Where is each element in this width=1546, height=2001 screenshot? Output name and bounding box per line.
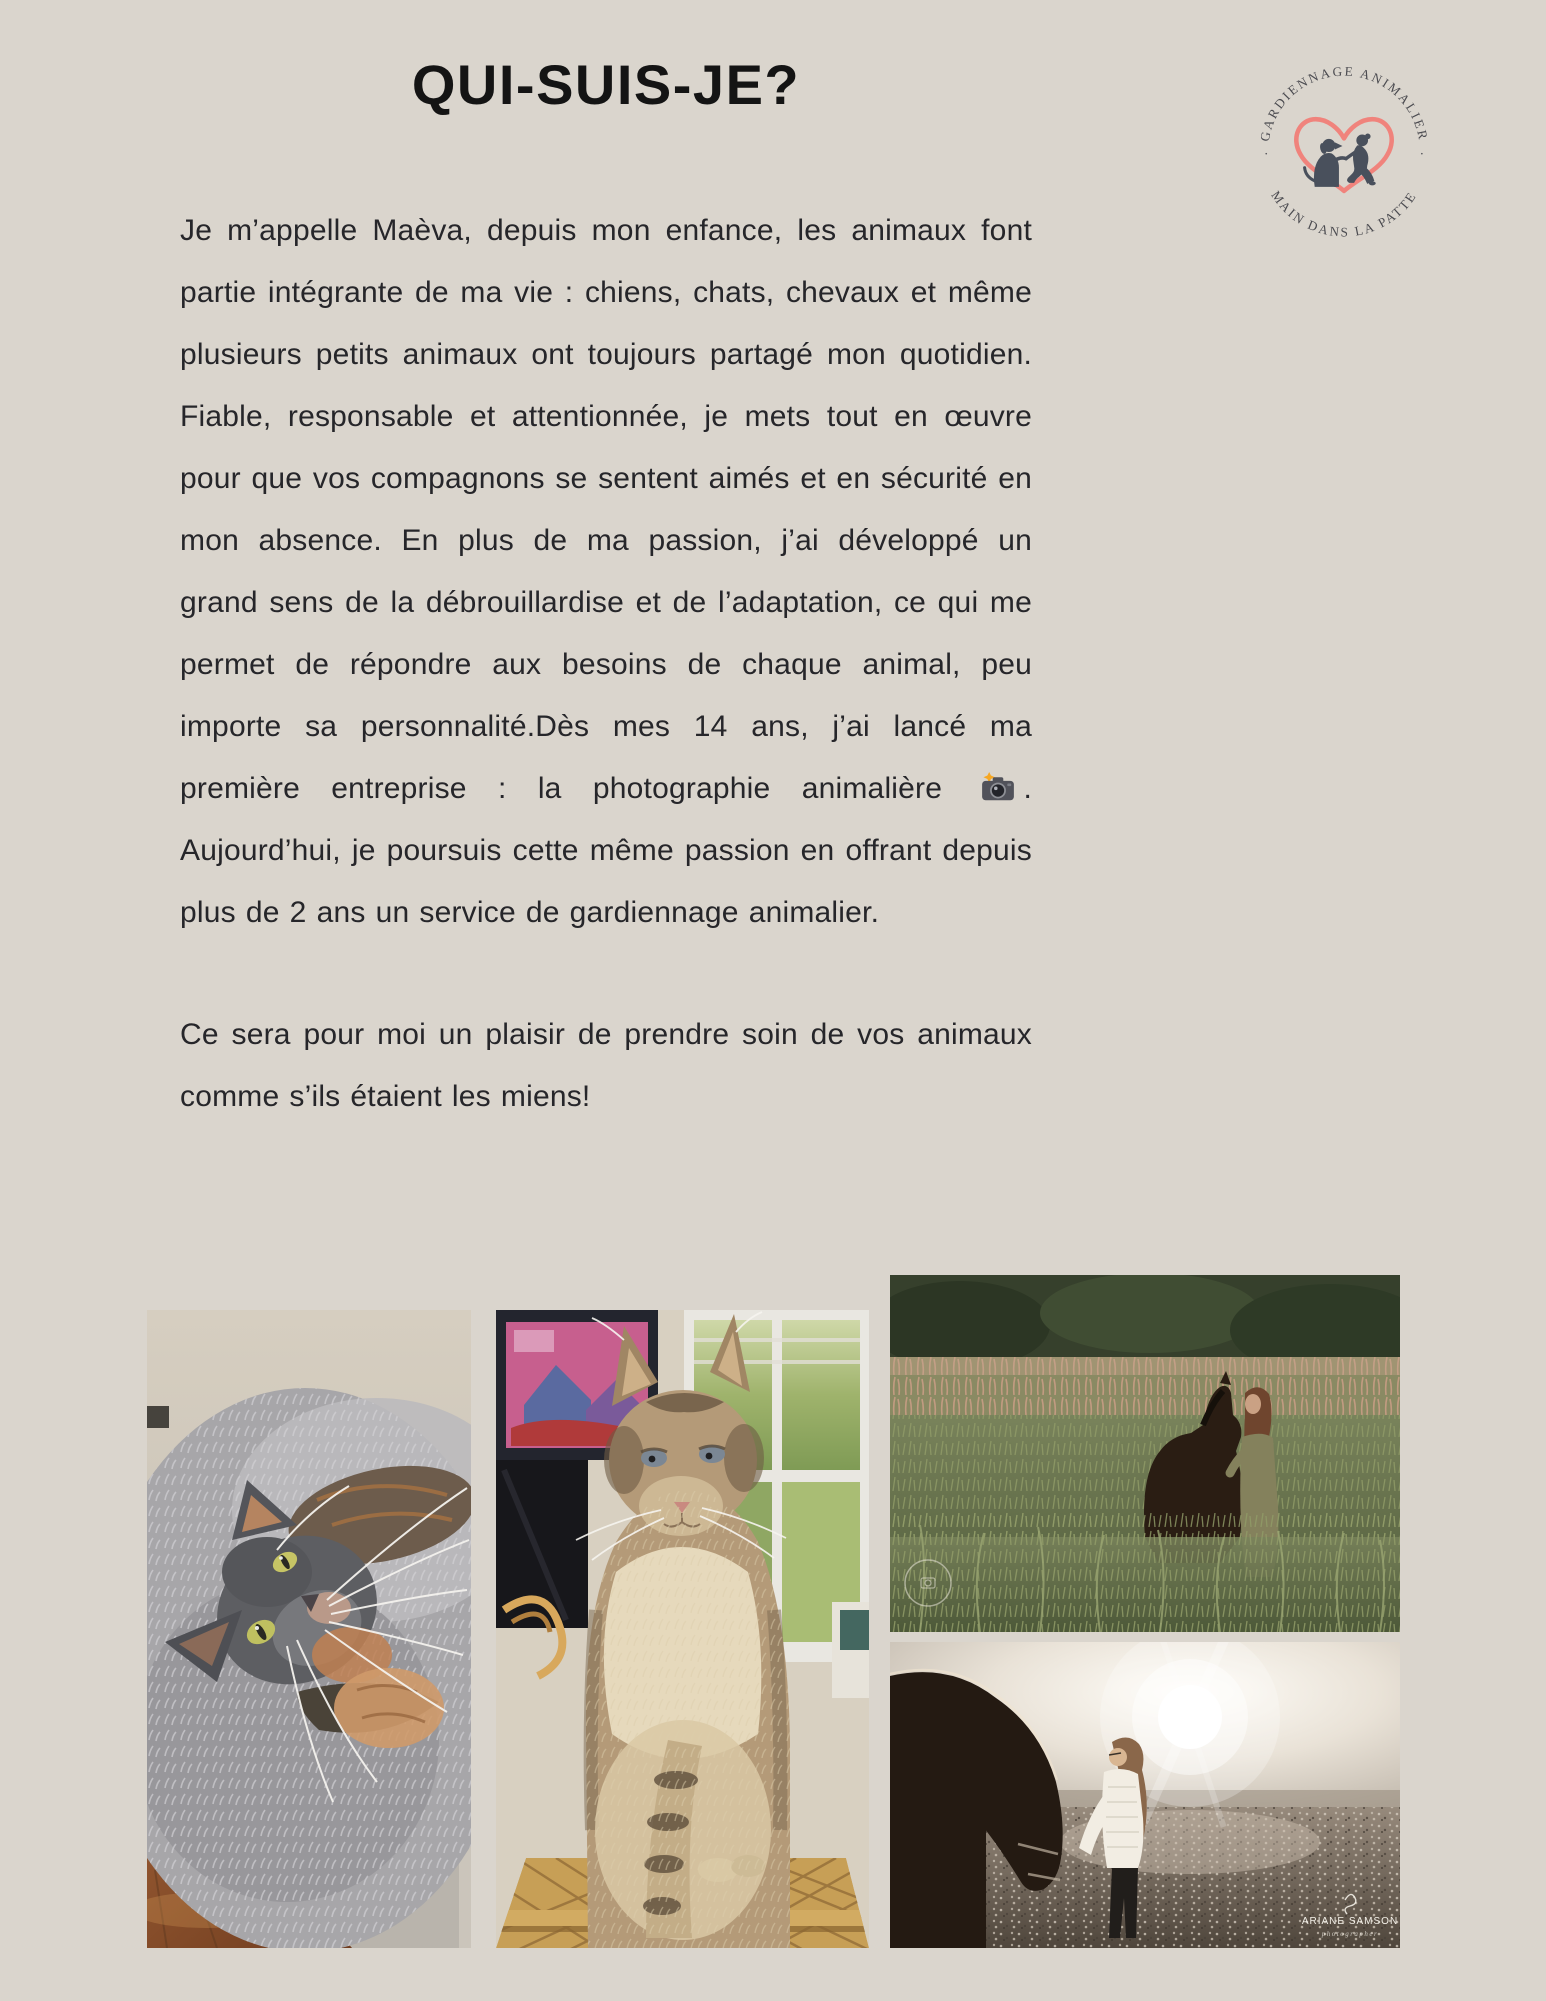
- photo-woman-horse-field: [890, 1275, 1400, 1632]
- logo-arc-top-text: GARDIENNAGE ANIMALIER: [1256, 63, 1432, 143]
- bio-text-part1: Je m’appelle Maèva, depuis mon enfance, les animaux font partie intégrante de ma vie : chiens, chats, chevaux et même plusieurs petits animaux ont toujours partagé mon quotidien. Fiable, responsable et attentionnée, je mets tout en œuvre pour que vos compagnons se sentent aimés et en sécurité en mon absence. En plus de ma passion, j’ai développé un grand sens de la débrouillardise et de l’adaptation, ce qui me permet de répondre aux besoins de chaque animal, peu importe sa personnalité.Dès mes 14 ans, j’ai lancé ma première entreprise : la photographie animalière: [180, 214, 1032, 805]
- bio-text-block: [180, 200, 1032, 1128]
- page-title: QUI-SUIS-JE?: [411, 53, 801, 116]
- photo-woman-horse-beach: [890, 1642, 1400, 1948]
- bio-paragraph-2: Ce sera pour moi un plaisir de prendre soin de vos animaux comme s’ils étaient les miens!: [180, 1018, 1032, 1113]
- logo-left-dot: ·: [1263, 146, 1269, 163]
- watermark-role: photographer: [1321, 1930, 1379, 1938]
- dog-silhouette-icon: [1305, 139, 1346, 187]
- logo-right-dot: ·: [1419, 146, 1425, 163]
- logo-arc-bottom-text: MAIN DANS LA PATTE: [1268, 187, 1420, 240]
- camera-flash-emoji: [973, 772, 1023, 805]
- brand-logo: [1248, 46, 1440, 251]
- bio-text-part2: . Aujourd’hui, je poursuis cette même passion en offrant depuis plus de 2 ans un service de gardiennage animalier.: [180, 772, 1032, 929]
- watermark-name: ARIANE SAMSON: [1301, 1916, 1399, 1927]
- bio-paragraph-1: [180, 200, 1032, 944]
- photo-cat-in-fluffy-bed: [147, 1310, 471, 1948]
- photo-cat-on-wicker-chair: [496, 1310, 869, 1948]
